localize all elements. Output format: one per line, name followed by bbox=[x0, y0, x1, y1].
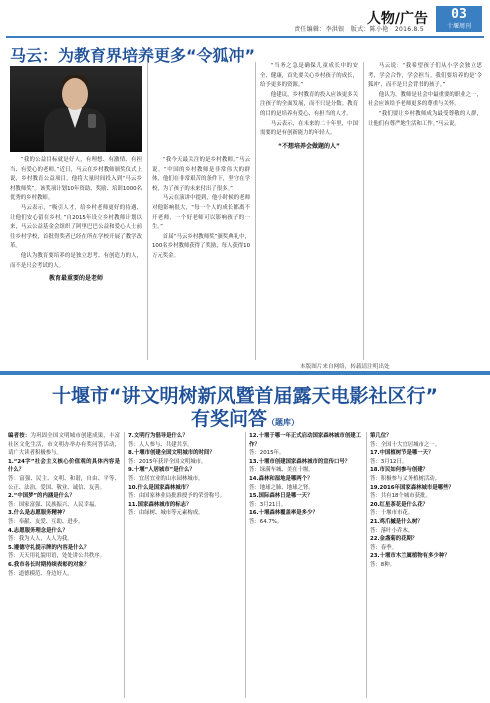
paragraph: “我们要让乡村教师成为最受尊敬的人群，让他们有尊严地生活和工作。”马云说。 bbox=[368, 110, 482, 127]
text: 12.十堰于哪一年正式启动国家森林城市创建工作？ bbox=[249, 433, 361, 448]
quiz-item bbox=[370, 518, 484, 535]
text: 为巩固全国文明城市创建成果，丰富社区文化生活，市文明办举办有奖问答活动，请广大读者积极参与。 bbox=[8, 433, 120, 457]
text: 5.遵德守礼提示牌的内容是什么？ bbox=[8, 544, 90, 551]
page-number-box bbox=[436, 6, 482, 32]
editor-meta: 责任编辑：李洪银 版式：陈小艳 2016.8.5 bbox=[294, 26, 424, 33]
text: 答：我为人人，人人为我。 bbox=[8, 536, 73, 543]
quiz-item bbox=[8, 492, 120, 509]
quiz-item bbox=[128, 466, 240, 483]
quiz-item bbox=[249, 432, 361, 458]
text: 1.“24字”社会主义核心价值观的具体内容是什么？ bbox=[8, 458, 120, 474]
text: 19.2016年国家森林城市是哪些？ bbox=[370, 484, 454, 491]
text: 答：8种。 bbox=[370, 561, 395, 568]
text: 答：绿满车城、美在十堰。 bbox=[249, 467, 314, 474]
quiz-item bbox=[128, 432, 240, 449]
text: 答：十堰市市花。 bbox=[370, 510, 414, 517]
text: 答：全国十大宜居城市之一。 bbox=[370, 441, 441, 448]
quiz-subtitle-text: 有奖问答 bbox=[190, 408, 267, 430]
quiz-item bbox=[249, 475, 361, 492]
quiz-item bbox=[8, 509, 120, 526]
paragraph: “我今天最关注的是乡村教师。”马云说。“中国的乡村教师是非常伟大的群体，他们在非常艰苦的条件下，坚守在学校，为了孩子的未来付出了很多。” bbox=[152, 157, 250, 192]
text: 答：国家富强、民族振兴、人民幸福。 bbox=[8, 501, 100, 508]
paragraph: 他认为教育要培养的是独立思考、有创造力的人，而不是只会考试的人。 bbox=[10, 252, 142, 269]
text: 答：共有18个城市获批。 bbox=[370, 493, 431, 500]
text: 15.国际森林日是哪一天？ bbox=[249, 493, 313, 500]
text: 23.十堰市木兰属植物有多少种？ bbox=[370, 553, 450, 560]
quiz-item bbox=[128, 501, 240, 518]
text: 9.十堰“人居城市”是什么？ bbox=[128, 467, 195, 474]
paragraph: 马云说：“我希望孩子们从小学会独立思考，学会合作，学会担当。我们要培养的是‘令狐冲’，而不是只会背书的孩子。” bbox=[368, 63, 482, 89]
paper-name: 十堰周刊 bbox=[446, 23, 471, 30]
text: 答：人人参与、共建共享。 bbox=[128, 441, 193, 448]
article-column-4 bbox=[368, 62, 482, 358]
article-headline: 马云：为教育界培养更多“令狐冲” bbox=[10, 46, 256, 65]
section-separator bbox=[0, 371, 490, 375]
quiz-item bbox=[128, 484, 240, 501]
quiz-item bbox=[370, 552, 484, 569]
text: 8.十堰市创建全国文明城市的时间？ bbox=[128, 450, 215, 457]
text: 答：天天用礼貌用语，处处讲公共秩序。 bbox=[8, 553, 106, 560]
column-divider bbox=[245, 432, 246, 698]
header-rule bbox=[6, 36, 484, 38]
subhead: “不想培养会做题的人” bbox=[278, 142, 340, 150]
paragraph: 马云表示，“吸引人才，给乡村老师更好的待遇，让他们安心留在乡村。”自2015年设立乡村教师计划以来，马云公益基金会组织了阿里巴巴公益和爱心人士前往乡村学校，首批得奖者已经在所在学校开展了教学改革。 bbox=[10, 204, 142, 250]
text: 4.志愿服务理念是什么？ bbox=[8, 527, 68, 534]
quiz-item bbox=[370, 484, 484, 501]
text: 答：3月21日。 bbox=[249, 501, 287, 508]
quiz-title: 十堰市“讲文明树新风暨首届露天电影社区行” bbox=[52, 385, 438, 407]
quiz-subtitle bbox=[0, 404, 490, 431]
text: 18.市民如何参与创建？ bbox=[370, 467, 429, 474]
quiz-item bbox=[8, 432, 120, 458]
text: 17.中国植树节是哪一天？ bbox=[370, 450, 434, 457]
text: 第几位？ bbox=[370, 433, 392, 439]
quiz-item bbox=[8, 544, 120, 561]
subhead: 教育最重要的是老师 bbox=[48, 275, 103, 283]
paragraph: 他认为，教师是社会中最重要的职业之一，社会应该给予老师更多的尊重与关怀。 bbox=[368, 91, 482, 108]
text: 13.十堰市创建国家森林城市的宣传口号？ bbox=[249, 458, 351, 465]
quiz-item bbox=[370, 535, 484, 552]
paragraph: “我的公益目标就是好人，有理想、有激情、有担当、有爱心的老师。”近日，马云在乡村教师颁奖仪式上说，乡村教育公益项目，他将大量时间投入到“马云乡村教师奖”。该奖项计划10年资助、奖励、培训1000名优秀的乡村教师。 bbox=[10, 157, 142, 202]
text: 答：3月12日。 bbox=[370, 458, 408, 465]
text: 11.国家森林城市的标志？ bbox=[128, 501, 192, 508]
section-title: 人物/广告 bbox=[366, 11, 428, 27]
text: 答：积极参与义务植树活动。 bbox=[370, 475, 441, 482]
text: 编者按： bbox=[8, 433, 31, 439]
text: 答：奉献、友爱、互助、进步。 bbox=[8, 518, 84, 525]
quiz-column-2 bbox=[128, 432, 240, 698]
column-divider bbox=[124, 432, 125, 698]
paragraph: 马云表示，在未来的二十年里，中国需要的是有创新能力的年轻人。 bbox=[260, 120, 358, 137]
text: 答：落叶小乔木。 bbox=[370, 527, 414, 534]
text: 答：2015年。 bbox=[249, 450, 285, 457]
quiz-item bbox=[370, 501, 484, 518]
text: 21.鸡爪槭是什么树？ bbox=[370, 518, 423, 525]
text: 答：地球之肺、地球之肾。 bbox=[249, 484, 314, 491]
quiz-item bbox=[249, 492, 361, 509]
page-header bbox=[0, 0, 490, 40]
column-divider bbox=[147, 62, 148, 360]
text: 6.我市各长时期持续表彰的对象？ bbox=[8, 561, 90, 568]
text: 答：由国家林业局批准授予的荣誉称号。 bbox=[128, 493, 226, 500]
column-divider bbox=[366, 432, 367, 698]
quiz-item bbox=[370, 466, 484, 483]
text: 3.什么是志愿服务精神？ bbox=[8, 510, 68, 517]
article-column-1 bbox=[10, 156, 142, 358]
quiz-item bbox=[8, 561, 120, 578]
column-divider bbox=[363, 62, 364, 360]
text: 答：春季。 bbox=[370, 544, 397, 551]
paragraph: “当务之急是确保儿童成长中的安全、健康，首先要关心乡村孩子的成长，给予更多的资源。” bbox=[260, 63, 358, 89]
quiz-item bbox=[249, 509, 361, 526]
quiz-item bbox=[370, 432, 484, 449]
paragraph: 马云在演讲中提到，他小时候的老师对他影响很大，“每一个人的成长都离不开老师，一个好老师可以影响孩子的一生。” bbox=[152, 195, 250, 231]
page-number: 03 bbox=[451, 7, 467, 22]
text: 2.“中国梦”的内涵是什么？ bbox=[8, 493, 75, 500]
text: 答：宜居宜业的山水园林城市。 bbox=[128, 475, 204, 482]
text: 答：富强、民主、文明、和谐，自由、平等、公正、法治，爱国、敬业、诚信、友善。 bbox=[8, 475, 120, 491]
text: 22.金盏菊的花期？ bbox=[370, 536, 418, 543]
image-source-note: 本版图片来自网络，转载请注明出处 bbox=[300, 364, 390, 370]
text: 答：2015年获评全国文明城市。 bbox=[128, 458, 207, 465]
column-divider bbox=[255, 62, 256, 360]
paragraph: 首届“马云乡村教师奖”颁奖典礼中，100名乡村教师获得了奖励，每人获得10万元奖金。 bbox=[152, 233, 250, 259]
quiz-item bbox=[249, 458, 361, 475]
quiz-item bbox=[128, 449, 240, 466]
text: 20.红星茶花是什么花？ bbox=[370, 501, 429, 508]
text: 答：由绿树、城市等元素构成。 bbox=[128, 510, 204, 517]
quiz-column-4 bbox=[370, 432, 484, 698]
text: 7.文明行为倡导是什么？ bbox=[128, 433, 188, 439]
quiz-subtitle-tag: （题库） bbox=[267, 418, 299, 427]
article-column-2 bbox=[152, 156, 250, 358]
quiz-column-3 bbox=[249, 432, 361, 698]
text: 答：64.7%。 bbox=[249, 518, 283, 525]
text: 14.森林和湿地是哪两个？ bbox=[249, 475, 313, 482]
quiz-column-1 bbox=[8, 432, 120, 698]
quiz-item bbox=[8, 527, 120, 544]
text: 16.十堰森林覆盖率是多少？ bbox=[249, 510, 318, 517]
text: 10.什么是国家森林城市？ bbox=[128, 484, 192, 491]
article-column-3 bbox=[260, 62, 358, 358]
portrait-photo bbox=[10, 66, 142, 152]
quiz-item bbox=[370, 449, 484, 466]
text: 答：道德模范、身边好人。 bbox=[8, 570, 73, 577]
paragraph: 他建议，乡村教育的投入应该更多关注孩子的全面发展，而不只是分数。教育的目的是培养有爱心、有担当的人才。 bbox=[260, 91, 358, 117]
quiz-item bbox=[8, 458, 120, 492]
